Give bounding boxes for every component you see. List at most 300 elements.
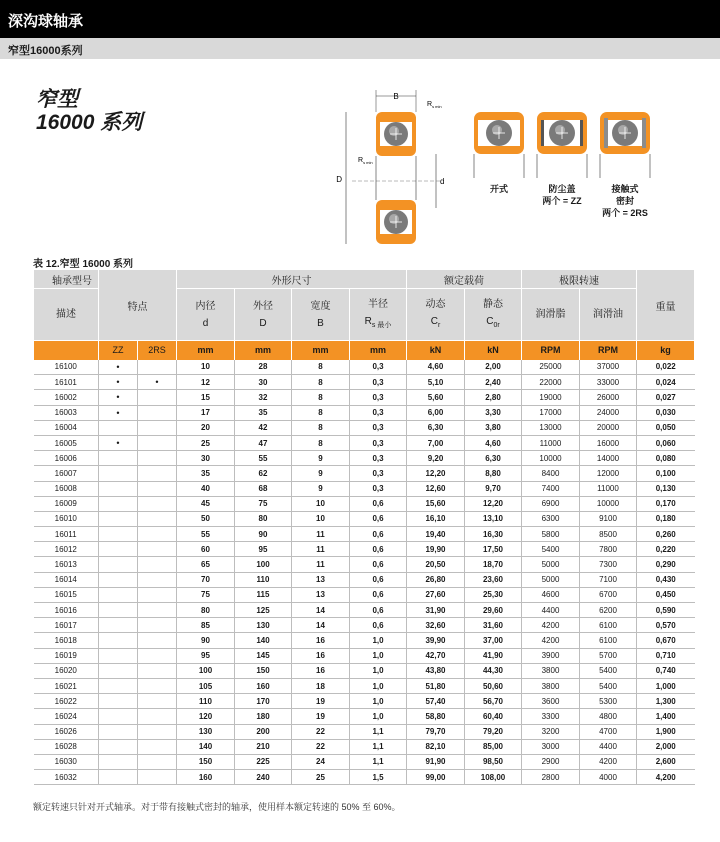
table-cell: 62 [235,466,292,481]
table-cell: 16006 [34,451,99,466]
table-cell [138,542,177,557]
table-row [34,420,695,435]
table-cell: 0,6 [350,527,407,542]
header-load: 额定载荷 [407,270,522,289]
table-cell [99,451,138,466]
table-cell: 0,022 [637,360,695,375]
table-cell: 95 [235,542,292,557]
table-cell: 17 [177,405,235,420]
table-cell: 60,40 [465,709,522,724]
table-cell: 1,300 [637,694,695,709]
table-cell [138,496,177,511]
table-cell: 8500 [580,527,637,542]
table-cell [138,694,177,709]
table-cell [99,481,138,496]
table-cell: 3,80 [465,420,522,435]
table-cell: 180 [235,709,292,724]
table-cell: 8 [292,420,350,435]
header-dynamic: 动态 $C_r$ [407,289,465,341]
table-cell: 4,200 [637,770,695,785]
table-cell: 120 [177,709,235,724]
table-cell: 4000 [580,770,637,785]
table-cell: 110 [177,694,235,709]
table-cell: 0,3 [350,405,407,420]
table-cell: 0,670 [637,633,695,648]
table-cell: 0,6 [350,572,407,587]
table-cell: 16100 [34,360,99,375]
table-cell: 16012 [34,542,99,557]
table-cell: 30 [235,375,292,390]
table-cell: 3800 [522,663,580,678]
table-cell: 8 [292,360,350,375]
table-cell: 95 [177,648,235,663]
table-cell [138,572,177,587]
table-cell: 16,30 [465,527,522,542]
table-caption: 表 12.窄型 16000 系列 [33,259,134,270]
table-cell: 16017 [34,618,99,633]
table-cell: 25 [292,770,350,785]
table-cell: 6200 [580,603,637,618]
table-cell: 1,5 [350,770,407,785]
header-model: 轴承型号 [34,270,99,289]
table-row [34,633,695,648]
table-row [34,739,695,754]
table-cell: 55 [177,527,235,542]
table-cell: 14 [292,618,350,633]
table-cell: 26,80 [407,572,465,587]
table-cell: 0,6 [350,557,407,572]
bearing-spec-table [33,269,695,785]
table-cell: 16018 [34,633,99,648]
section-header: 深沟球轴承 [0,0,720,38]
table-cell [138,678,177,693]
table-cell: 40 [177,481,235,496]
table-cell: 47 [235,435,292,450]
header-radius: 半径 $R_{s 最小}$ [350,289,407,341]
table-cell [138,527,177,542]
table-cell: 13000 [522,420,580,435]
table-cell: 56,70 [465,694,522,709]
table-cell: 14000 [580,451,637,466]
table-cell: 11 [292,527,350,542]
table-cell [99,678,138,693]
dim-rs-label-side: $R_{s min}$ [358,157,373,165]
table-cell: 30 [177,451,235,466]
dim-inner-label: d [440,177,445,186]
table-cell: 20000 [580,420,637,435]
table-cell: 7800 [580,542,637,557]
table-cell: 5400 [522,542,580,557]
table-row [34,527,695,542]
table-cell [138,420,177,435]
table-cell: 70 [177,572,235,587]
table-cell [99,618,138,633]
table-cell: 25,30 [465,587,522,602]
table-cell: 19 [292,694,350,709]
table-cell: 50,60 [465,678,522,693]
table-cell: 170 [235,694,292,709]
bearing-cross-section-diagram [332,86,460,250]
table-cell: • [99,375,138,390]
table-cell [99,527,138,542]
table-cell: 33000 [580,375,637,390]
table-row [34,678,695,693]
table-cell: 6900 [522,496,580,511]
table-cell: 0,080 [637,451,695,466]
page-title-line2: 16000 系列 [36,111,143,134]
unit-cell: kN [407,341,465,360]
dim-rs-label-top: $R_{s min}$ [427,101,442,109]
unit-cell: RPM [522,341,580,360]
table-cell: 14 [292,603,350,618]
table-cell: 32,60 [407,618,465,633]
units-row [34,341,695,360]
table-cell: 1,0 [350,694,407,709]
table-cell: 58,80 [407,709,465,724]
table-row [34,770,695,785]
table-cell: 0,6 [350,511,407,526]
table-cell: 12,60 [407,481,465,496]
table-cell: 0,590 [637,603,695,618]
table-cell: 4700 [580,724,637,739]
table-cell: 79,20 [465,724,522,739]
unit-cell: RPM [580,341,637,360]
table-cell [99,663,138,678]
table-cell: 140 [235,633,292,648]
table-cell [138,435,177,450]
table-cell: 0,570 [637,618,695,633]
header-desc: 描述 [34,289,99,341]
header-oil: 润滑油 [580,289,637,341]
table-cell: 16011 [34,527,99,542]
table-cell: 79,70 [407,724,465,739]
table-cell: 3000 [522,739,580,754]
table-cell: 65 [177,557,235,572]
table-row [34,542,695,557]
table-cell [138,451,177,466]
unit-cell: 2RS [138,341,177,360]
table-cell: 0,290 [637,557,695,572]
table-cell: 19000 [522,390,580,405]
table-cell: 31,90 [407,603,465,618]
open-bearing-label: 开式 [489,184,508,194]
table-cell: 60 [177,542,235,557]
table-cell: 10000 [580,496,637,511]
table-cell: 4400 [580,739,637,754]
table-cell: 32 [235,390,292,405]
table-cell: 68 [235,481,292,496]
table-cell: 24000 [580,405,637,420]
table-cell: 42 [235,420,292,435]
table-cell: 35 [177,466,235,481]
table-cell: 16,10 [407,511,465,526]
sealed-2rs-bearing-diagram [596,108,654,180]
table-cell: 91,90 [407,754,465,769]
table-cell: 0,450 [637,587,695,602]
table-cell: 16013 [34,557,99,572]
table-cell: 8400 [522,466,580,481]
table-cell: 150 [235,663,292,678]
table-cell: 1,000 [637,678,695,693]
table-cell: 19 [292,709,350,724]
table-cell: 0,3 [350,360,407,375]
header-dimensions: 外形尺寸 [177,270,407,289]
footnote: 额定转速只针对开式轴承。对于带有接触式密封的轴承，使用样本额定转速的 50% 至 60%。 [33,802,401,812]
table-cell: 41,90 [465,648,522,663]
table-cell: 1,1 [350,739,407,754]
table-cell: • [99,390,138,405]
table-cell: 0,3 [350,466,407,481]
table-cell [99,511,138,526]
table-cell: 145 [235,648,292,663]
table-cell: 90 [177,633,235,648]
table-cell [138,405,177,420]
table-cell: 9 [292,481,350,496]
table-cell: 1,0 [350,648,407,663]
section-subheader: 窄型16000系列 [0,38,720,59]
table-cell: 4,60 [465,435,522,450]
table-cell: 18 [292,678,350,693]
table-cell: 10 [292,511,350,526]
table-cell: 4200 [580,754,637,769]
table-cell [99,542,138,557]
table-cell: • [99,435,138,450]
table-cell: 16030 [34,754,99,769]
table-cell: 80 [177,603,235,618]
table-row [34,496,695,511]
table-cell: 16000 [580,435,637,450]
table-cell: 0,100 [637,466,695,481]
table-cell: 16004 [34,420,99,435]
table-cell: 3,30 [465,405,522,420]
table-cell [138,557,177,572]
table-cell [138,770,177,785]
table-cell: 16024 [34,709,99,724]
table-cell [99,557,138,572]
table-cell: 6,00 [407,405,465,420]
table-cell [99,739,138,754]
table-cell: 12000 [580,466,637,481]
table-cell: 6700 [580,587,637,602]
page-title-line1: 窄型 [36,88,78,111]
table-cell [138,618,177,633]
table-cell: 1,900 [637,724,695,739]
dim-b-label: B [393,92,399,101]
table-cell: 0,050 [637,420,695,435]
table-cell: 5400 [580,678,637,693]
table-cell: 16020 [34,663,99,678]
table-cell: 8 [292,405,350,420]
table-row [34,724,695,739]
table-cell: 16101 [34,375,99,390]
table-cell: 6,30 [465,451,522,466]
header-width: 宽度 B [292,289,350,341]
table-cell: 45 [177,496,235,511]
table-cell: 3600 [522,694,580,709]
table-cell: 0,024 [637,375,695,390]
table-cell: 0,130 [637,481,695,496]
unit-cell: mm [350,341,407,360]
table-row [34,663,695,678]
table-cell: 0,6 [350,587,407,602]
table-cell: 16 [292,633,350,648]
unit-cell: mm [235,341,292,360]
table-cell: 150 [177,754,235,769]
table-cell: 4600 [522,587,580,602]
table-cell: 16015 [34,587,99,602]
table-cell: 2900 [522,754,580,769]
table-cell: 51,80 [407,678,465,693]
table-cell: 0,6 [350,542,407,557]
table-cell: 0,220 [637,542,695,557]
table-cell: 0,260 [637,527,695,542]
table-cell: 5,10 [407,375,465,390]
table-cell: 11000 [580,481,637,496]
table-cell: 75 [235,496,292,511]
shielded-zz-bearing-diagram [533,108,591,180]
table-row [34,709,695,724]
table-row [34,511,695,526]
table-cell: 13 [292,587,350,602]
table-cell [138,587,177,602]
table-cell: 27,60 [407,587,465,602]
table-cell: 0,3 [350,420,407,435]
table-row [34,603,695,618]
table-cell: 9,70 [465,481,522,496]
table-cell: 1,0 [350,678,407,693]
table-cell: 5800 [522,527,580,542]
table-cell: • [99,360,138,375]
table-cell: 15,60 [407,496,465,511]
table-cell [99,420,138,435]
table-cell: 108,00 [465,770,522,785]
table-cell: 17,50 [465,542,522,557]
table-cell: 6100 [580,633,637,648]
table-cell: 23,60 [465,572,522,587]
table-cell: 1,400 [637,709,695,724]
table-cell: 42,70 [407,648,465,663]
table-cell: 3200 [522,724,580,739]
table-row [34,360,695,375]
table-cell: 12,20 [465,496,522,511]
2rs-bearing-label: 接触式 密封 两个 = 2RS [602,184,648,218]
table-cell: 85,00 [465,739,522,754]
table-cell: 26000 [580,390,637,405]
table-row [34,618,695,633]
unit-cell: kN [465,341,522,360]
table-cell: 19,90 [407,542,465,557]
table-cell: 8 [292,390,350,405]
table-cell: 0,170 [637,496,695,511]
header-features: 特点 [99,270,177,341]
table-cell: 0,3 [350,481,407,496]
table-cell: 0,430 [637,572,695,587]
table-row [34,572,695,587]
table-cell: 3900 [522,648,580,663]
table-cell: 16028 [34,739,99,754]
open-bearing-diagram [470,108,528,180]
header-outer: 外径 D [235,289,292,341]
dim-outer-label: D [336,175,342,184]
table-cell: • [138,375,177,390]
table-cell: 225 [235,754,292,769]
table-row [34,390,695,405]
table-cell: 16 [292,663,350,678]
table-cell: 31,60 [465,618,522,633]
table-cell: 4200 [522,633,580,648]
table-cell: 75 [177,587,235,602]
table-cell: 12 [177,375,235,390]
header-static: 静态 $C_{0r}$ [465,289,522,341]
table-cell: 7300 [580,557,637,572]
table-cell: 100 [177,663,235,678]
table-cell: 10 [177,360,235,375]
table-cell: 37,00 [465,633,522,648]
table-cell: 140 [177,739,235,754]
table-cell: 13 [292,572,350,587]
table-cell: 16 [292,648,350,663]
table-cell [138,663,177,678]
table-cell: 0,6 [350,618,407,633]
header-grease: 润滑脂 [522,289,580,341]
table-cell: 17000 [522,405,580,420]
table-cell [99,572,138,587]
table-cell: 0,3 [350,375,407,390]
table-cell: 7100 [580,572,637,587]
table-cell: 8 [292,375,350,390]
table-cell: 7400 [522,481,580,496]
table-cell: 25000 [522,360,580,375]
table-cell: 16010 [34,511,99,526]
table-cell [99,724,138,739]
table-cell [138,633,177,648]
table-cell [99,496,138,511]
table-cell: 55 [235,451,292,466]
table-cell [138,390,177,405]
table-cell: 240 [235,770,292,785]
table-cell: 7,00 [407,435,465,450]
table-cell: 20,50 [407,557,465,572]
table-cell: 3800 [522,678,580,693]
table-cell: 6300 [522,511,580,526]
table-cell: 1,0 [350,709,407,724]
table-cell: 1,1 [350,754,407,769]
table-cell: 5000 [522,557,580,572]
table-cell: 160 [235,678,292,693]
table-cell [138,739,177,754]
table-cell: 22000 [522,375,580,390]
table-cell: 16008 [34,481,99,496]
table-body [34,360,695,785]
table-cell: 18,70 [465,557,522,572]
table-cell: 16022 [34,694,99,709]
table-cell: 0,6 [350,603,407,618]
table-cell [99,587,138,602]
table-cell: 115 [235,587,292,602]
table-row [34,405,695,420]
table-cell: 50 [177,511,235,526]
table-cell: 24 [292,754,350,769]
table-cell: 0,180 [637,511,695,526]
table-cell: 5000 [522,572,580,587]
table-cell: 19,40 [407,527,465,542]
unit-cell: ZZ [99,341,138,360]
table-cell: 0,3 [350,451,407,466]
unit-cell [34,341,99,360]
table-cell: 2800 [522,770,580,785]
table-cell: 16002 [34,390,99,405]
table-cell: 90 [235,527,292,542]
